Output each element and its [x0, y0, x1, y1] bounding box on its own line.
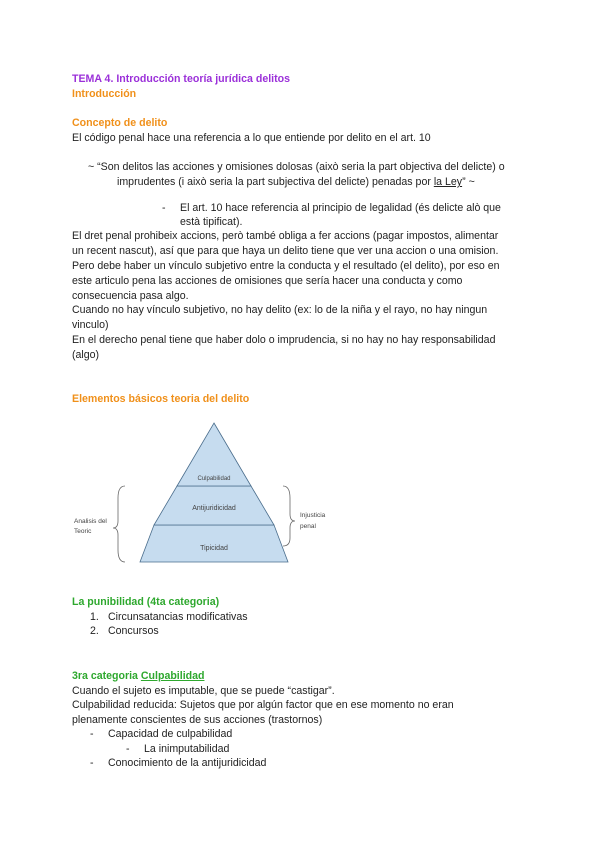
concepto-heading: Concepto de delito — [72, 117, 168, 129]
pyramid-label-bottom: Tipicidad — [200, 545, 228, 552]
list-item-text: Concursos — [108, 625, 159, 637]
pyramid-level-bottom — [140, 525, 288, 562]
punibilidad-heading: La punibilidad (4ta categoria) — [72, 596, 220, 608]
right-brace — [283, 486, 295, 546]
culpabilidad-link[interactable]: Culpabilidad — [140, 670, 205, 682]
para2-line1: Pero debe haber un vínculo subjetivo entre la conducta y el resultado (el delito), por eso en — [72, 260, 500, 272]
para3-line1: Cuando no hay vínculo subjetivo, no hay delito (ex: lo de la niña y el rayo, no hay ningun — [72, 304, 488, 316]
para3-line2: vinculo) — [72, 319, 109, 331]
elementos-heading: Elementos básicos teoria del delito — [72, 393, 250, 405]
culp-bullet2-text: Conocimiento de la antijuridicidad — [108, 757, 267, 769]
culpabilidad-heading-pre: 3ra categoria — [72, 670, 141, 682]
bullet-art10-line1: El art. 10 hace referencia al principio de legalidad (és delicte alò que — [180, 202, 501, 214]
quote-line-1: ~ “Son delitos las acciones y omisiones dolosas (això seria la part objectiva del delicte) o — [88, 161, 505, 173]
quote-line-2-pre: imprudentes (i això seria la part subjectiva del delicte) penadas por — [117, 176, 434, 188]
bullet-dash: - — [90, 757, 94, 769]
delito-pyramid-diagram — [70, 418, 370, 568]
para4-line2: (algo) — [72, 349, 100, 361]
bullet-dash: - — [90, 728, 94, 740]
left-brace — [113, 486, 125, 562]
bullet-art10 — [162, 201, 540, 216]
quote-line-2-post: ” ~ — [462, 176, 475, 188]
bullet-art10-line2: està tipificat). — [180, 216, 243, 228]
list-item-text: Circunsatancias modificativas — [108, 611, 248, 623]
concepto-line: El código penal hace una referencia a lo que entiende por delito en el art. 10 — [72, 132, 431, 144]
culpabilidad-heading — [72, 669, 540, 684]
bullet-dash: - — [126, 743, 130, 755]
right-label-line2: penal — [300, 523, 316, 530]
para1-line2: un recent nascut), así que para que haya un delito tiene que ver una accion o una omision. — [72, 245, 499, 257]
para2-line3: consecuencia pasa algo. — [72, 290, 189, 302]
punibilidad-item — [90, 624, 540, 639]
culp-line1: Cuando el sujeto es imputable, que se puede “castigar”. — [72, 685, 335, 697]
culp-line3: plenamente conscientes de sus acciones (trastornos) — [72, 714, 323, 726]
para2-line2: este articulo pena las acciones de omisiones que sería hacer una conducta y como — [72, 275, 463, 287]
para4-line1: En el derecho penal tiene que haber dolo o imprudencia, si no hay no hay responsabilidad — [72, 334, 496, 346]
page-title: TEMA 4. Introducción teoría jurídica delitos — [72, 73, 290, 85]
para1-line1: El dret penal prohibeix accions, però també obliga a fer accions (pagar impostos, alimentar — [72, 230, 499, 242]
culp-bullet1 — [90, 727, 540, 742]
culp-bullet2 — [90, 756, 540, 771]
bullet-dash: - — [162, 202, 166, 214]
la-ley-link[interactable]: la Ley — [433, 176, 463, 188]
pyramid-label-mid: Antijuridicidad — [192, 505, 236, 512]
right-label-line1: Injusticia — [300, 512, 326, 519]
list-number: 1. — [90, 611, 99, 623]
left-label-line1: Analisis del — [74, 518, 107, 525]
intro-heading: Introducción — [72, 88, 137, 100]
list-number: 2. — [90, 625, 99, 637]
culp-subbullet1 — [126, 742, 540, 757]
left-label-line2: Teoric — [74, 528, 92, 535]
punibilidad-item — [90, 610, 540, 625]
culp-line2: Culpabilidad reducida: Sujetos que por algún factor que en ese momento no eran — [72, 699, 454, 711]
quote-line-2 — [117, 175, 540, 190]
culp-bullet1-text: Capacidad de culpabilidad — [108, 728, 233, 740]
pyramid-label-top: Culpabilidad — [197, 476, 231, 482]
culp-subbullet1-text: La inimputabilidad — [144, 743, 230, 755]
